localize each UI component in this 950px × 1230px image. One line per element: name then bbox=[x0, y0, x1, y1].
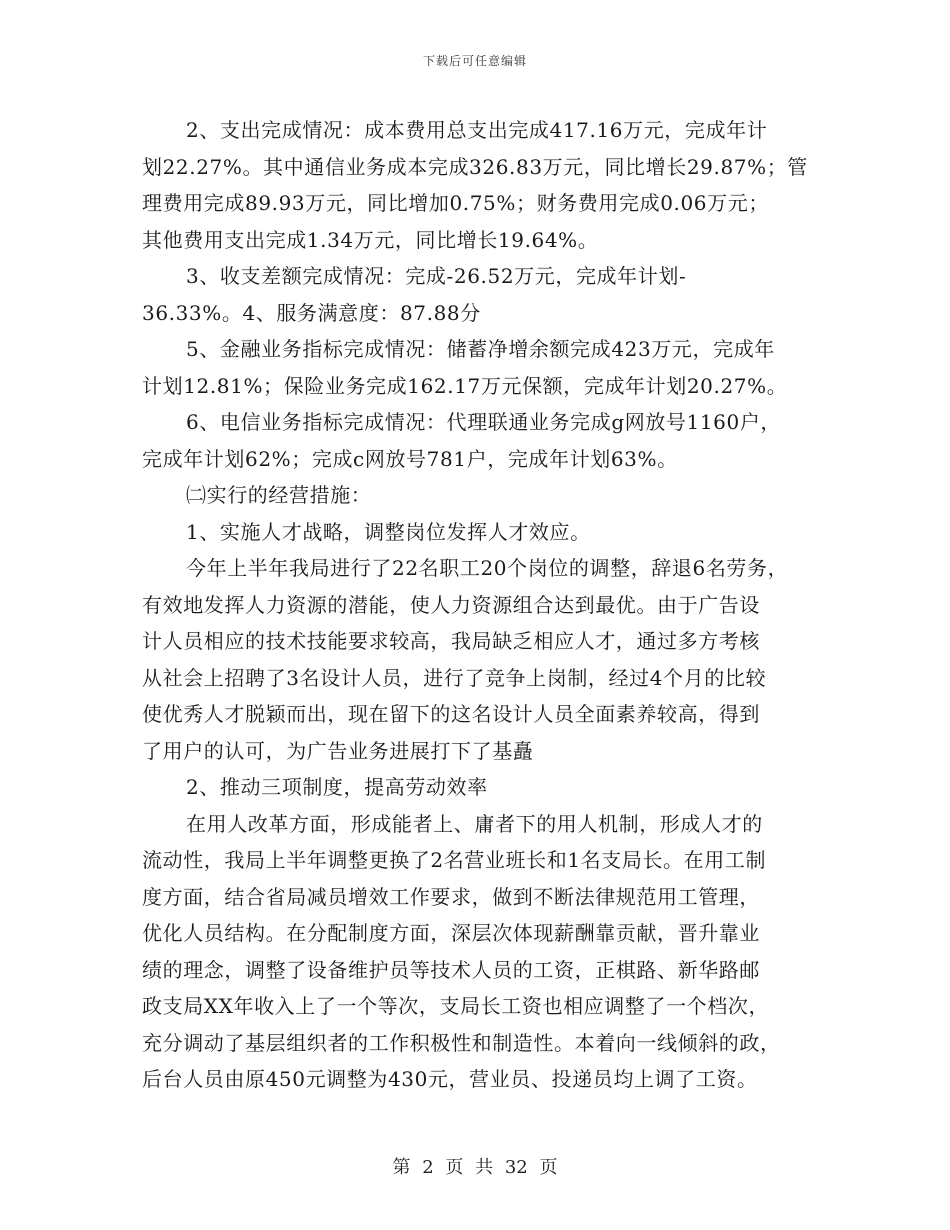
text-line: 在用人改革方面，形成能者上、庸者下的用人机制，形成人才的 bbox=[186, 811, 763, 836]
text-line: 其他费用支出完成1.34万元，同比增长19.64%。 bbox=[142, 227, 599, 252]
text-line: 了用户的认可，为广告业务进展打下了基矗 bbox=[142, 738, 534, 763]
text-line: 从社会上招聘了3名设计人员，进行了竞争上岗制，经过4个月的比较 bbox=[142, 665, 767, 690]
text-line: 计人员相应的技术技能要求较高，我局缺乏相应人才，通过多方考核 bbox=[142, 629, 760, 653]
text-line: 划22.27%。其中通信业务成本完成326.83万元，同比增长29.87%；管 bbox=[142, 154, 808, 179]
subsection-heading: 2、推动三项制度，提高劳动效率 bbox=[186, 775, 488, 799]
text-line: 6、电信业务指标完成情况：代理联通业务完成g网放号1160户， bbox=[186, 410, 782, 434]
text-line: 完成年计划62%；完成c网放号781户，完成年计划63%。 bbox=[142, 446, 678, 471]
text-line: 充分调动了基层组织者的工作积极性和制造性。本着向一线倾斜的政， bbox=[142, 1030, 781, 1055]
page-header: 下载后可任意编辑 bbox=[422, 54, 527, 68]
document-body bbox=[142, 112, 822, 1098]
page-footer: 第 2 页 共 32 页 bbox=[392, 1157, 558, 1178]
text-line: 政支局XX年收入上了一个等次，支局长工资也相应调整了一个档次， bbox=[142, 994, 770, 1018]
text-line: 理费用完成89.93万元，同比增加0.75%；财务费用完成0.06万元； bbox=[142, 191, 769, 215]
text-line: 2、支出完成情况：成本费用总支出完成417.16万元，完成年计 bbox=[186, 118, 768, 142]
text-line: 后台人员由原450元调整为430元，营业员、投递员均上调了工资。 bbox=[142, 1067, 758, 1091]
text-line: 优化人员结构。在分配制度方面，深层次体现薪酬靠贡献，晋升靠业 bbox=[142, 921, 760, 945]
text-line: 使优秀人才脱颖而出，现在留下的这名设计人员全面素养较高，得到 bbox=[142, 702, 760, 726]
section-heading: ㈡实行的经营措施： bbox=[186, 483, 372, 507]
text-line: 绩的理念，调整了设备维护员等技术人员的工资，正棋路、新华路邮 bbox=[142, 957, 760, 982]
text-line: 今年上半年我局进行了22名职工20个岗位的调整，辞退6名劳务， bbox=[186, 556, 789, 580]
text-line: 计划12.81%；保险业务完成162.17万元保额，完成年计划20.27%。 bbox=[142, 373, 788, 398]
text-line: 度方面，结合省局减员增效工作要求，做到不断法律规范用工管理， bbox=[142, 884, 760, 909]
text-line: 3、收支差额完成情况：完成-26.52万元，完成年计划- bbox=[186, 264, 687, 288]
text-line: 流动性，我局上半年调整更换了2名营业班长和1名支局长。在用工制 bbox=[142, 848, 767, 872]
text-line: 36.33%。4、服务满意度：87.88分 bbox=[142, 300, 481, 325]
subsection-heading: 1、实施人才战略，调整岗位发挥人才效应。 bbox=[186, 519, 591, 544]
text-line: 有效地发挥人力资源的潜能，使人力资源组合达到最优。由于广告设 bbox=[142, 592, 760, 617]
text-line: 5、金融业务指标完成情况：储蓄净增余额完成423万元，完成年 bbox=[186, 337, 775, 361]
